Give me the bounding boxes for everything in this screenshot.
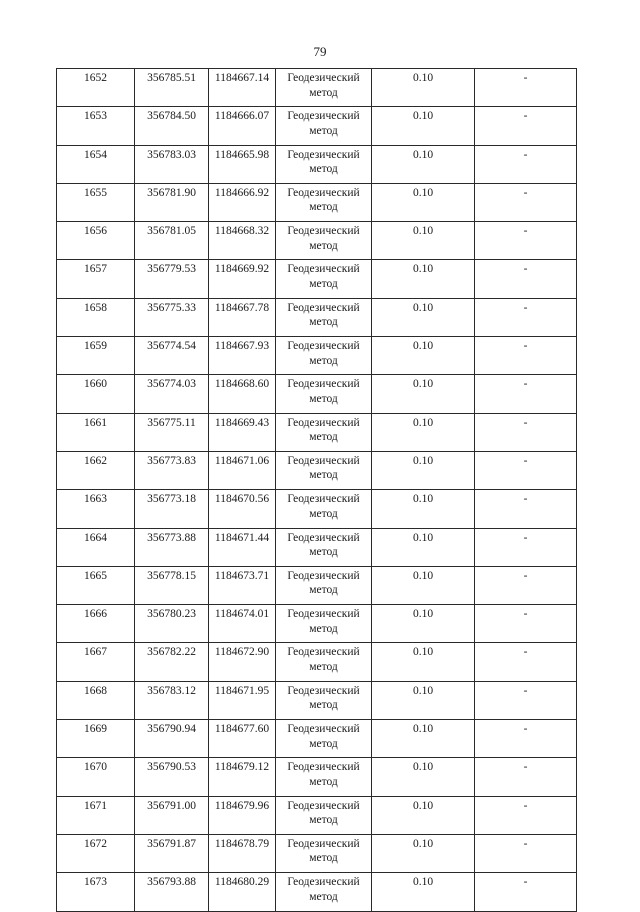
point-number-cell: 1656 [57,222,135,260]
point-number-cell: 1661 [57,413,135,451]
precision-cell: 0.10 [372,643,475,681]
coord-y-cell: 1184669.92 [209,260,276,298]
point-number-cell: 1662 [57,451,135,489]
coord-y-cell: 1184677.60 [209,720,276,758]
description-cell: - [475,720,577,758]
precision-cell: 0.10 [372,413,475,451]
coord-y-cell: 1184668.60 [209,375,276,413]
coordinates-table-body [57,69,577,912]
precision-cell: 0.10 [372,107,475,145]
precision-cell: 0.10 [372,69,475,107]
table-row [57,107,577,145]
coord-x-cell: 356773.18 [135,490,209,528]
table-row [57,490,577,528]
method-cell: Геодезический метод [276,528,372,566]
table-row [57,566,577,604]
point-number-cell: 1673 [57,873,135,911]
table-row [57,720,577,758]
coord-y-cell: 1184671.95 [209,681,276,719]
precision-cell: 0.10 [372,605,475,643]
point-number-cell: 1652 [57,69,135,107]
table-row [57,528,577,566]
method-cell: Геодезический метод [276,796,372,834]
table-row [57,375,577,413]
description-cell: - [475,643,577,681]
description-cell: - [475,451,577,489]
coord-x-cell: 356775.33 [135,298,209,336]
description-cell: - [475,145,577,183]
description-cell: - [475,528,577,566]
point-number-cell: 1653 [57,107,135,145]
description-cell: - [475,566,577,604]
precision-cell: 0.10 [372,222,475,260]
description-cell: - [475,413,577,451]
coord-y-cell: 1184680.29 [209,873,276,911]
point-number-cell: 1663 [57,490,135,528]
method-cell: Геодезический метод [276,337,372,375]
point-number-cell: 1666 [57,605,135,643]
method-cell: Геодезический метод [276,720,372,758]
point-number-cell: 1654 [57,145,135,183]
coord-x-cell: 356780.23 [135,605,209,643]
point-number-cell: 1664 [57,528,135,566]
description-cell: - [475,375,577,413]
coord-x-cell: 356773.83 [135,451,209,489]
coord-y-cell: 1184671.44 [209,528,276,566]
description-cell: - [475,260,577,298]
coord-y-cell: 1184667.93 [209,337,276,375]
page-number: 79 [313,44,327,59]
table-row [57,643,577,681]
point-number-cell: 1672 [57,834,135,872]
description-cell: - [475,222,577,260]
method-cell: Геодезический метод [276,834,372,872]
method-cell: Геодезический метод [276,375,372,413]
precision-cell: 0.10 [372,873,475,911]
coord-x-cell: 356791.87 [135,834,209,872]
coord-x-cell: 356782.22 [135,643,209,681]
coord-x-cell: 356781.05 [135,222,209,260]
coord-x-cell: 356785.51 [135,69,209,107]
coord-y-cell: 1184669.43 [209,413,276,451]
precision-cell: 0.10 [372,375,475,413]
precision-cell: 0.10 [372,528,475,566]
precision-cell: 0.10 [372,298,475,336]
coord-y-cell: 1184670.56 [209,490,276,528]
method-cell: Геодезический метод [276,107,372,145]
coord-y-cell: 1184668.32 [209,222,276,260]
table-row [57,758,577,796]
table-row [57,145,577,183]
point-number-cell: 1658 [57,298,135,336]
description-cell: - [475,107,577,145]
table-row [57,834,577,872]
table-row [57,873,577,911]
coord-x-cell: 356790.94 [135,720,209,758]
table-row [57,413,577,451]
method-cell: Геодезический метод [276,183,372,221]
point-number-cell: 1655 [57,183,135,221]
point-number-cell: 1665 [57,566,135,604]
point-number-cell: 1667 [57,643,135,681]
method-cell: Геодезический метод [276,758,372,796]
coord-y-cell: 1184665.98 [209,145,276,183]
point-number-cell: 1670 [57,758,135,796]
description-cell: - [475,605,577,643]
coord-x-cell: 356773.88 [135,528,209,566]
coord-x-cell: 356790.53 [135,758,209,796]
method-cell: Геодезический метод [276,643,372,681]
description-cell: - [475,69,577,107]
method-cell: Геодезический метод [276,413,372,451]
table-row [57,222,577,260]
description-cell: - [475,490,577,528]
coordinates-table [56,68,577,912]
coord-x-cell: 356781.90 [135,183,209,221]
table-row [57,796,577,834]
coord-y-cell: 1184679.12 [209,758,276,796]
method-cell: Геодезический метод [276,566,372,604]
method-cell: Геодезический метод [276,873,372,911]
point-number-cell: 1659 [57,337,135,375]
precision-cell: 0.10 [372,145,475,183]
description-cell: - [475,834,577,872]
coord-x-cell: 356791.00 [135,796,209,834]
description-cell: - [475,681,577,719]
method-cell: Геодезический метод [276,260,372,298]
coord-x-cell: 356783.03 [135,145,209,183]
coord-x-cell: 356774.03 [135,375,209,413]
description-cell: - [475,183,577,221]
table-row [57,69,577,107]
precision-cell: 0.10 [372,183,475,221]
coord-y-cell: 1184672.90 [209,643,276,681]
point-number-cell: 1657 [57,260,135,298]
description-cell: - [475,298,577,336]
method-cell: Геодезический метод [276,681,372,719]
method-cell: Геодезический метод [276,69,372,107]
coord-y-cell: 1184667.14 [209,69,276,107]
table-row [57,260,577,298]
description-cell: - [475,796,577,834]
description-cell: - [475,873,577,911]
method-cell: Геодезический метод [276,222,372,260]
coord-y-cell: 1184673.71 [209,566,276,604]
precision-cell: 0.10 [372,720,475,758]
precision-cell: 0.10 [372,451,475,489]
coord-x-cell: 356775.11 [135,413,209,451]
method-cell: Геодезический метод [276,451,372,489]
table-row [57,298,577,336]
table-row [57,605,577,643]
description-cell: - [475,758,577,796]
table-row [57,451,577,489]
method-cell: Геодезический метод [276,298,372,336]
coord-y-cell: 1184667.78 [209,298,276,336]
description-cell: - [475,337,577,375]
coord-x-cell: 356783.12 [135,681,209,719]
coord-x-cell: 356778.15 [135,566,209,604]
coord-y-cell: 1184666.07 [209,107,276,145]
coord-y-cell: 1184674.01 [209,605,276,643]
precision-cell: 0.10 [372,834,475,872]
table-row [57,183,577,221]
coord-x-cell: 356774.54 [135,337,209,375]
table-row [57,681,577,719]
coord-y-cell: 1184666.92 [209,183,276,221]
precision-cell: 0.10 [372,260,475,298]
point-number-cell: 1669 [57,720,135,758]
point-number-cell: 1660 [57,375,135,413]
method-cell: Геодезический метод [276,145,372,183]
precision-cell: 0.10 [372,681,475,719]
coord-y-cell: 1184671.06 [209,451,276,489]
method-cell: Геодезический метод [276,490,372,528]
table-row [57,337,577,375]
coord-y-cell: 1184678.79 [209,834,276,872]
method-cell: Геодезический метод [276,605,372,643]
coord-x-cell: 356779.53 [135,260,209,298]
coord-y-cell: 1184679.96 [209,796,276,834]
coord-x-cell: 356784.50 [135,107,209,145]
precision-cell: 0.10 [372,796,475,834]
precision-cell: 0.10 [372,490,475,528]
coord-x-cell: 356793.88 [135,873,209,911]
precision-cell: 0.10 [372,758,475,796]
precision-cell: 0.10 [372,337,475,375]
precision-cell: 0.10 [372,566,475,604]
point-number-cell: 1671 [57,796,135,834]
point-number-cell: 1668 [57,681,135,719]
